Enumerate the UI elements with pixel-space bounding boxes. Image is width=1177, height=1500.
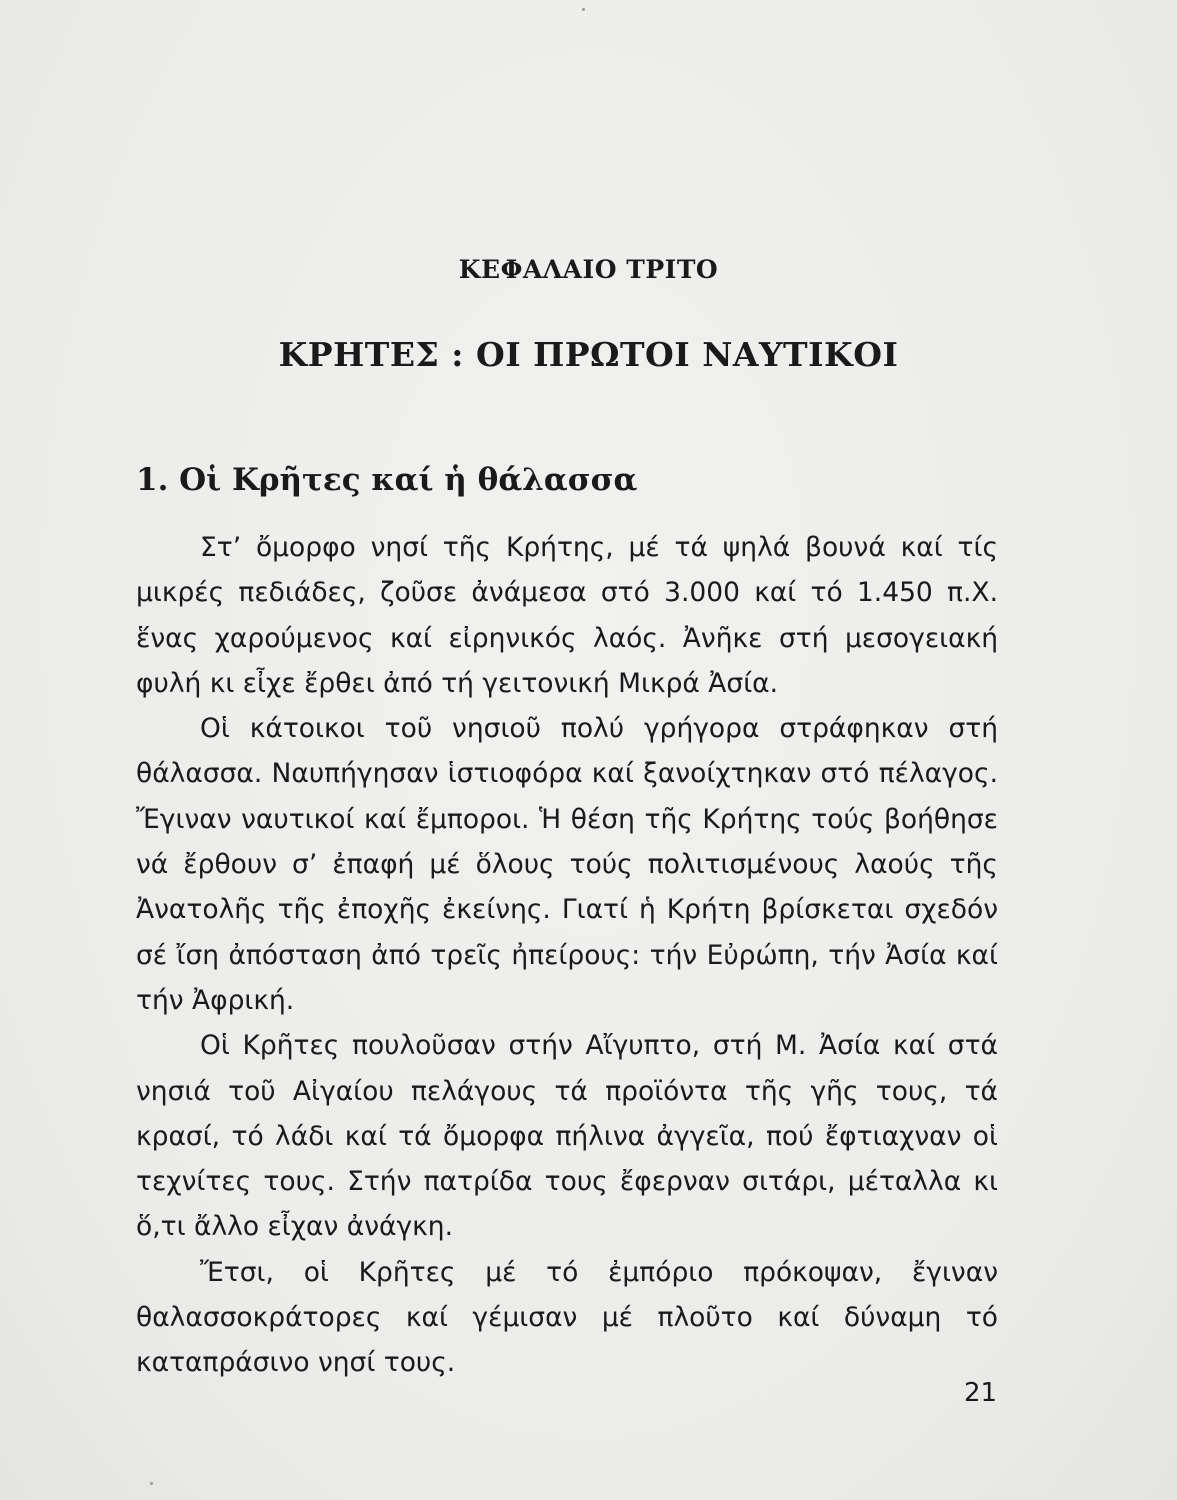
paragraph: Ἔτσι, οἱ Κρῆτες μέ τό ἐμπόριο πρόκοψαν, ἔγιναν θαλασσοκράτορες καί γέμισαν μέ πλοῦτο καί δύναμη τό καταπράσινο νησί τους. [136,1256,998,1379]
paper-speck [582,8,585,11]
chapter-title: ΚΡΗΤΕΣ : ΟΙ ΠΡΩΤΟΙ ΝΑΥΤΙΚΟΙ [278,335,899,374]
paragraph: Στ’ ὄμορφο νησί τῆς Κρήτης, μέ τά ψηλά βουνά καί τίς μικρές πεδιάδες, ζοῦσε ἀνάμεσα στό 3.000 καί τό 1.450 π.Χ. ἕνας χαρούμενος καί εἰρηνικός λαός. Ἀνῆκε στή μεσογειακή φυλή κι εἶχε ἔρθει ἀπό τή γειτονική Μικρά Ἀσία. [136,532,998,699]
page-number: 21 [964,1378,998,1408]
section-heading: 1. Οἱ Κρῆτες καί ἡ θάλασσα [136,462,638,498]
paper-speck [150,1482,153,1485]
body-text [136,525,998,1386]
chapter-label: ΚΕΦΑΛΑΙΟ ΤΡΙΤΟ [458,255,719,284]
paragraph: Οἱ κάτοικοι τοῦ νησιοῦ πολύ γρήγορα στράφηκαν στή θάλασσα. Ναυπήγησαν ἱστιοφόρα καί ξανοίχτηκαν στό πέλαγος. Ἔγιναν ναυτικοί καί ἔμποροι. Ἡ θέση τῆς Κρήτης τούς βοήθησε νά ἔρθουν σ’ ἐπαφή μέ ὅλους τούς πολιτισμένους λαούς τῆς Ἀνατολῆς τῆς ἐποχῆς ἐκείνης. Γιατί ἡ Κρήτη βρίσκεται σχεδόν σέ ἴση ἀπόσταση ἀπό τρεῖς ἠπείρους: τήν Εὐρώπη, τήν Ἀσία καί τήν Ἀφρική. [136,713,998,1016]
paragraph: Οἱ Κρῆτες πουλοῦσαν στήν Αἴγυπτο, στή Μ. Ἀσία καί στά νησιά τοῦ Αἰγαίου πελάγους τά προϊόντα τῆς γῆς τους, τά κρασί, τό λάδι καί τά ὄμορφα πήλινα ἀγγεῖα, πού ἔφτιαχναν οἱ τεχνίτες τους. Στήν πατρίδα τους ἔφερναν σιτάρι, μέταλλα κι ὅ,τι ἄλλο εἶχαν ἀνάγκη. [136,1030,998,1243]
